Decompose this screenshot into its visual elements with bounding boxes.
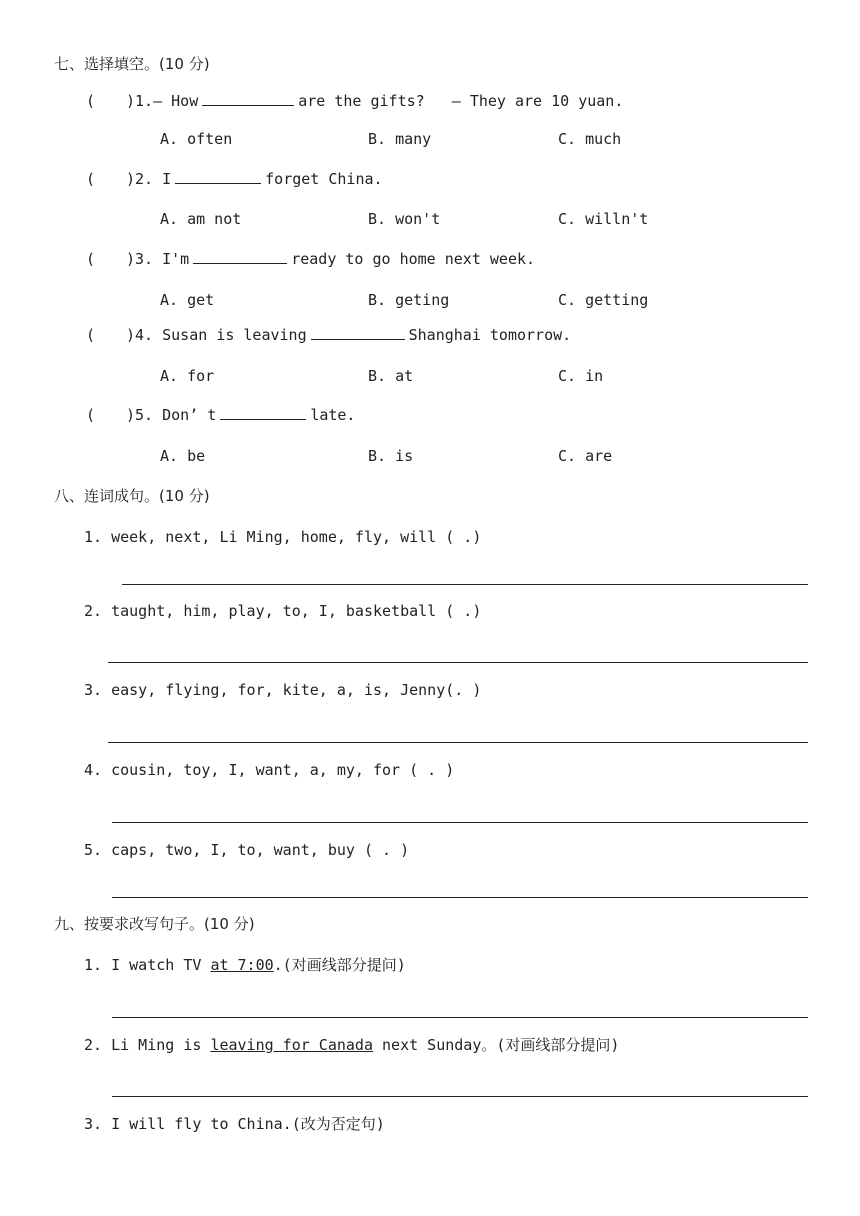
q1-option-a[interactable]: A. often [160, 130, 233, 148]
q5-option-c[interactable]: C. are [558, 447, 613, 465]
section-7-title: 七、选择填空。(10 分) [54, 55, 210, 73]
answer-blank-1[interactable] [202, 91, 294, 106]
question-3-paren: ( [86, 250, 96, 268]
reorder-item-5: 5. caps, two, I, to, want, buy ( . ) [84, 841, 410, 859]
reorder-item-1: 1. week, next, Li Ming, home, fly, will ( .) [84, 528, 482, 546]
question-3 [126, 249, 535, 269]
question-5-stem: )5. Don’ t [126, 406, 217, 424]
answer-line-8-4[interactable] [112, 822, 808, 823]
answer-line-8-1[interactable] [122, 584, 808, 585]
q2-option-a[interactable]: A. am not [160, 210, 242, 228]
q4-option-c[interactable]: C. in [558, 367, 604, 385]
section-8-title: 八、连词成句。(10 分) [54, 487, 210, 505]
question-5-tail: late. [310, 406, 356, 424]
question-4-stem: )4. Susan is leaving [126, 326, 307, 344]
question-4 [126, 325, 571, 345]
answer-line-8-5[interactable] [112, 897, 808, 898]
answer-line-8-3[interactable] [108, 742, 808, 743]
q2-option-b[interactable]: B. won't [368, 210, 441, 228]
answer-blank-3[interactable] [193, 249, 287, 264]
answer-line-8-2[interactable] [108, 662, 808, 663]
underlined-part-1: at 7:00 [210, 956, 274, 974]
question-4-paren: ( [86, 326, 96, 344]
q5-option-a[interactable]: A. be [160, 447, 206, 465]
question-2-paren: ( [86, 170, 96, 188]
q1-option-c[interactable]: C. much [558, 130, 622, 148]
q3-option-b[interactable]: B. geting [368, 291, 450, 309]
reorder-item-3: 3. easy, flying, for, kite, a, is, Jenny(. ) [84, 681, 482, 699]
reorder-item-2: 2. taught, him, play, to, I, basketball ( .) [84, 602, 482, 620]
reorder-item-4: 4. cousin, toy, I, want, a, my, for ( . ) [84, 761, 455, 779]
section-9-title: 九、按要求改写句子。(10 分) [54, 915, 255, 933]
question-3-stem: )3. I'm [126, 250, 190, 268]
answer-line-9-2[interactable] [112, 1096, 808, 1097]
question-2 [126, 169, 383, 189]
q3-option-a[interactable]: A. get [160, 291, 215, 309]
question-1-tail: are the gifts? — They are 10 yuan. [298, 92, 624, 110]
answer-blank-2[interactable] [175, 169, 261, 184]
question-1-paren: ( [86, 92, 96, 110]
rewrite-item-1: 1. I watch TV at 7:00.(对画线部分提问) [84, 956, 406, 974]
rewrite-item-2: 2. Li Ming is leaving for Canada next Sunday。(对画线部分提问) [84, 1036, 620, 1054]
answer-line-9-1[interactable] [112, 1017, 808, 1018]
question-3-tail: ready to go home next week. [291, 250, 536, 268]
q2-option-c[interactable]: C. willn't [558, 210, 649, 228]
q4-option-b[interactable]: B. at [368, 367, 414, 385]
q5-option-b[interactable]: B. is [368, 447, 414, 465]
q3-option-c[interactable]: C. getting [558, 291, 649, 309]
question-2-stem: )2. I [126, 170, 172, 188]
question-1 [126, 91, 623, 111]
question-5-paren: ( [86, 406, 96, 424]
q4-option-a[interactable]: A. for [160, 367, 215, 385]
question-5 [126, 405, 355, 425]
q1-option-b[interactable]: B. many [368, 130, 432, 148]
question-1-stem: )1.— How [126, 92, 199, 110]
question-2-tail: forget China. [265, 170, 383, 188]
answer-blank-4[interactable] [311, 325, 405, 340]
rewrite-item-3: 3. I will fly to China.(改为否定句) [84, 1115, 385, 1133]
question-4-tail: Shanghai tomorrow. [408, 326, 572, 344]
answer-blank-5[interactable] [220, 405, 306, 420]
underlined-part-2: leaving for Canada [210, 1036, 373, 1054]
